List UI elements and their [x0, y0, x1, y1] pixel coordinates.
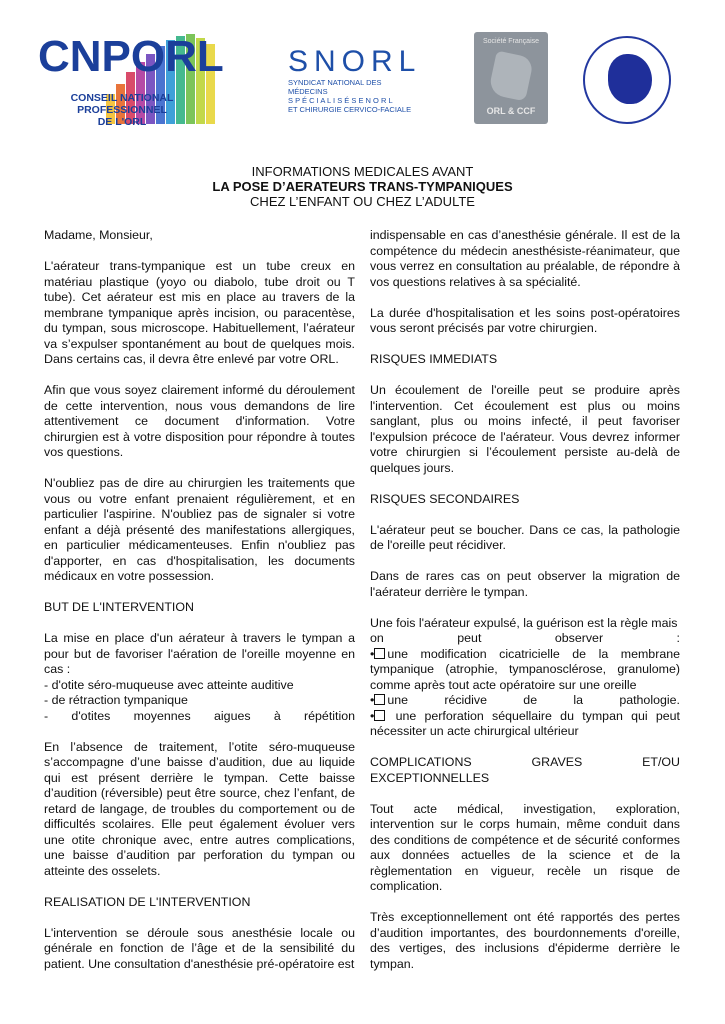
document-title: INFORMATIONS MEDICALES AVANT LA POSE D’AERATEURS TRANS-TYMPANIQUES CHEZ L’ENFANT OU CHEZ L’ADULTE [212, 164, 513, 209]
left-column [44, 228, 355, 988]
paragraph-line: on peut observer : [370, 631, 680, 645]
paragraph: La durée d'hospitalisation et les soins post-opératoires vous seront précisés par votre chirurgien. [370, 305, 680, 335]
section-heading: RISQUES IMMEDIATS [370, 352, 498, 366]
checkbox-icon [374, 710, 385, 721]
list-item: - d'otites moyennes aigues à répétition [44, 708, 355, 723]
snorl-wordmark: SNORL [288, 45, 422, 78]
section-heading: COMPLICATIONS GRAVES ET/OU [370, 755, 680, 769]
paragraph: N'oubliez pas de dire au chirurgien les traitements que vous ou votre enfant prenaient régulièrement, et en particulier l'aspirine. N'oubliez pas de signaler si votre enfant a déjà présenté des manifestations allergiques, en particulier médicamenteuses. Enfin n'oubliez pas d'apporter, en cas d'hospitalisation, les documents médicaux en votre possession. [44, 476, 355, 583]
cnporl-logo [28, 32, 224, 128]
paragraph: Dans de rares cas on peut observer la migration de l'aérateur derrière le tympan. [370, 569, 680, 599]
paragraph: Afin que vous soyez clairement informé du déroulement de cette intervention, nous vous demandons de lire attentivement ce document d'information. Votre chirurgien est à votre disposition pour répondre à toutes vos questions. [44, 383, 355, 459]
orl-ccf-seal-logo: Société Française ORL & CCF [474, 32, 548, 124]
logo-bar [0, 28, 725, 128]
paragraph: indispensable en cas d’anesthésie générale. Il est de la compétence du médecin anesthésiste-réanimateur, que vous verrez en consultation au préalable, de répondre à vos questions relatives à sa spécialité. [370, 228, 680, 289]
paragraph: En l’absence de traitement, l’otite séro-muqueuse s’accompagne d’une baisse d’audition, due au liquide qui est présent derrière le tympan. Cette baisse d’audition (réversible) peut être source, chez l’enfant, de retard de langage, de troubles du comportement ou de difficultés scolaires. Elle peut également évoluer vers une otite chronique avec, entre autres complications, une baisse d’audition par perforation du tympan ou atteinte des osselets. [44, 739, 355, 878]
bullet-item: • une modification cicatricielle de la membrane tympanique (atrophie, tympanosclérose, granulome) comme après tout acte opératoire sur une oreille [370, 646, 680, 692]
cnporl-wordmark: CNPORL [38, 32, 224, 81]
paragraph: L'intervention se déroule sous anesthésie locale ou générale en fonction de l’âge et de la sensibilité du patient. Une consultation d'anesthésie pré-opératoire est [44, 925, 355, 971]
paragraph: La mise en place d'un aérateur à travers le tympan a pour but de favoriser l'aération de l'oreille moyenne en cas : [44, 631, 355, 676]
society-circle-logo [580, 36, 678, 128]
france-map-icon [488, 51, 534, 102]
snorl-subtitle: SYNDICAT NATIONAL DES MÉDECINS S P É C I A L I S É S E N O R L ET CHIRURGIE CERVICO-FACIALE [288, 78, 412, 114]
snorl-logo [288, 45, 422, 114]
section-heading: EXCEPTIONNELLES [370, 770, 490, 785]
cnporl-subtitle: CONSEIL NATIONAL PROFESSIONNEL DE L'ORL [70, 92, 174, 128]
list-item: - de rétraction tympanique [44, 693, 188, 707]
paragraph: L'aérateur trans-tympanique est un tube creux en matériau plastique (yoyo ou diabolo, tube droit ou T tube). Cet aérateur est mis en place au travers de la membrane tympanique après incision, ou paracentèse, du tympan, sous microscope. Habituellement, l’aérateur va s’expulser spontanément au bout de quelques mois. Dans certains cas, il devra être enlevé par votre ORL. [44, 259, 355, 366]
paragraph: L'aérateur peut se boucher. Dans ce cas, la pathologie de l'oreille peut récidiver. [370, 522, 680, 552]
list-item: - d'otite séro-muqueuse avec atteinte auditive [44, 677, 294, 692]
paragraph: Une fois l'aérateur expulsé, la guérison est la règle mais [370, 615, 678, 630]
right-column [370, 228, 680, 988]
paragraph: Un écoulement de l'oreille peut se produire après l'intervention. Cet écoulement est plus ou moins sanglant, plus ou moins infecté, il peut favoriser l'expulsion précoce de l'aérateur. Vous devrez informer votre chirurgien si l’écoulement persiste au-delà de quelques jours. [370, 383, 680, 475]
section-heading: RISQUES SECONDAIRES [370, 491, 520, 506]
profile-head-icon [608, 54, 652, 104]
paragraph: Tout acte médical, investigation, exploration, intervention sur le corps humain, même conduit dans des conditions de compétence et de sécurité conformes aux données actuelles de la science et de la règlementation en vigueur, recèle un risque de complication. [370, 801, 680, 893]
greeting: Madame, Monsieur, [44, 228, 153, 242]
bullet-item: • une récidive de la pathologie. [370, 693, 680, 707]
checkbox-icon [374, 694, 385, 705]
paragraph: Très exceptionnellement ont été rapportés des pertes d’audition importantes, des bourdonnements d'oreille, des vertiges, des inclusions d'épiderme derrière le tympan. [370, 910, 680, 971]
bullet-item: • une perforation séquellaire du tympan qui peut nécessiter un acte chirurgical ultérieur [370, 708, 680, 738]
section-heading: REALISATION DE L'INTERVENTION [44, 894, 251, 909]
checkbox-icon [374, 648, 385, 659]
section-heading: BUT DE L'INTERVENTION [44, 600, 194, 614]
